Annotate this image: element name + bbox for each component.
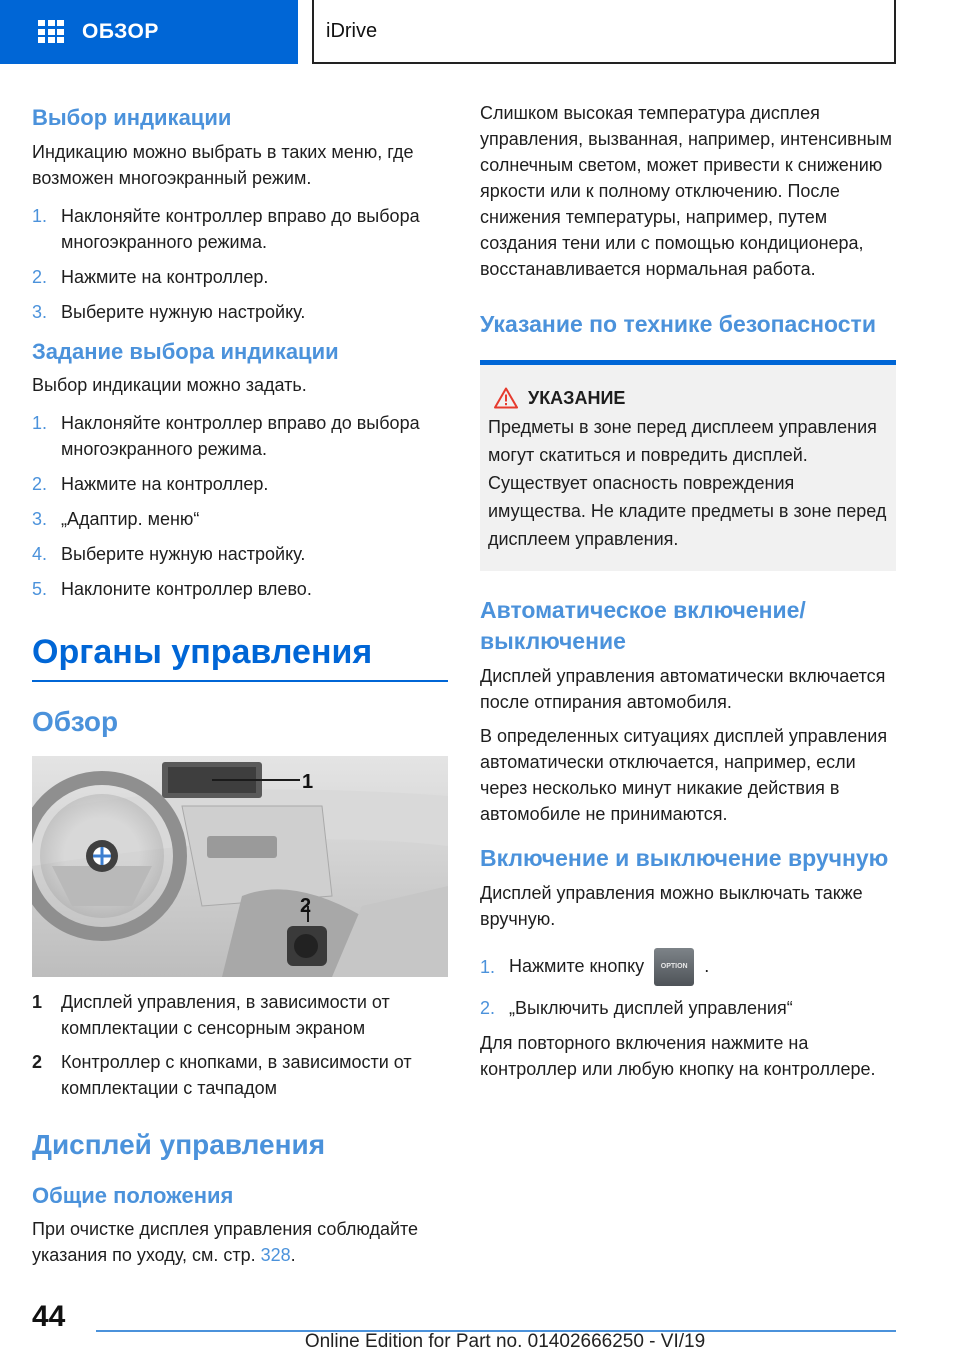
dashboard-photo (32, 756, 448, 977)
auto-text-1: Дисплей управления автоматически включается после отпирания автомобиля. (480, 666, 886, 712)
general-heading: Общие положения (32, 1183, 234, 1208)
notice-title: УКАЗАНИЕ (528, 387, 626, 408)
legend-item: 2 Контроллер с кнопками, в зависимости от комплектации с тачпадом (32, 1052, 412, 1098)
notice-box (480, 360, 896, 571)
overview-heading: Обзор (32, 706, 119, 737)
safety-heading: Указание по технике безопасности (480, 311, 876, 337)
temperature-text: Слишком высокая температура дисплея управления, вызванная, например, интенсивным солнечным светом, может привести к снижению яркости или к полному отключению. После снижения температуры, например, путем создания тени или с помощью кондиционера, восстанавливается нормальная работа. (480, 103, 892, 279)
callout-1: 1 (302, 771, 314, 793)
page-number: 44 (32, 1300, 66, 1333)
list-item: 1. Нажмите кнопку OPTION . (480, 948, 896, 986)
dashboard-illustration (32, 756, 448, 977)
list-item: 3. „Адаптир. меню“ (32, 509, 200, 529)
set-display-steps (32, 410, 448, 602)
overview-legend (32, 989, 448, 1101)
legend-item: 1 Дисплей управления, в зависимости от комплектации с сенсорным экраном (32, 992, 390, 1038)
control-display-heading: Дисплей управления (32, 1129, 326, 1160)
warning-triangle-icon (494, 387, 518, 409)
chapter-title: Органы управления (32, 633, 373, 671)
notice-header (488, 387, 888, 409)
select-display-heading: Выбор индикации (32, 105, 232, 130)
list-item: 5. Наклоните контроллер влево. (32, 579, 312, 599)
set-display-heading: Задание выбора индикации (32, 339, 339, 364)
list-item: 2. Нажмите на контроллер. (32, 474, 269, 494)
chapter-header (312, 0, 896, 64)
callout-2: 2 (300, 895, 312, 917)
option-button-icon: OPTION (654, 948, 694, 986)
list-item: 1. Наклоняйте контроллер вправо до выбора многоэкранного режима. (32, 206, 420, 252)
section-tab-label: ОБЗОР (82, 20, 159, 43)
list-item: 3. Выберите нужную настройку. (32, 302, 306, 322)
section-tab[interactable] (0, 0, 298, 64)
right-column (480, 96, 896, 1082)
list-item: 4. Выберите нужную настройку. (32, 544, 306, 564)
manual-intro: Дисплей управления можно выключать также вручную. (480, 883, 863, 929)
list-item: 2. Нажмите на контроллер. (32, 267, 269, 287)
auto-text-2: В определенных ситуациях дисплей управления автоматически отключается, например, если через несколько минут никакие действия в автомобиле не принимаются. (480, 726, 888, 824)
grid-menu-icon (38, 20, 64, 44)
chapter-header-label: iDrive (326, 19, 378, 42)
manual-outro: Для повторного включения нажмите на контроллер или любую кнопку на контроллере. (480, 1033, 876, 1079)
left-column (32, 96, 448, 1268)
set-display-intro: Выбор индикации можно задать. (32, 375, 307, 395)
list-item: 2. „Выключить дисплей управления“ (480, 998, 793, 1018)
auto-on-off-heading: Автоматическое включение/ выключение (480, 597, 806, 654)
manual-steps (480, 948, 896, 1021)
notice-text: Предметы в зоне перед дисплеем управления могут скатиться и повредить дисплей. Существует опасность повреждения имущества. Не кладите предметы в зоне перед дисплеем управления. (488, 417, 887, 549)
list-item: 1. Наклоняйте контроллер вправо до выбора многоэкранного режима. (32, 413, 420, 459)
select-display-intro: Индикацию можно выбрать в таких меню, где возможен многоэкранный режим. (32, 142, 414, 188)
select-display-steps (32, 203, 448, 325)
chapter-rule (32, 680, 448, 682)
page-reference-link[interactable]: 328 (260, 1245, 291, 1265)
edition-note: Online Edition for Part no. 01402666250 - VI/19 (304, 1331, 706, 1352)
general-text: При очистке дисплея управления соблюдайте указания по уходу, см. стр. 328. (32, 1219, 419, 1265)
manual-on-off-heading: Включение и выключение вручную (480, 845, 889, 871)
